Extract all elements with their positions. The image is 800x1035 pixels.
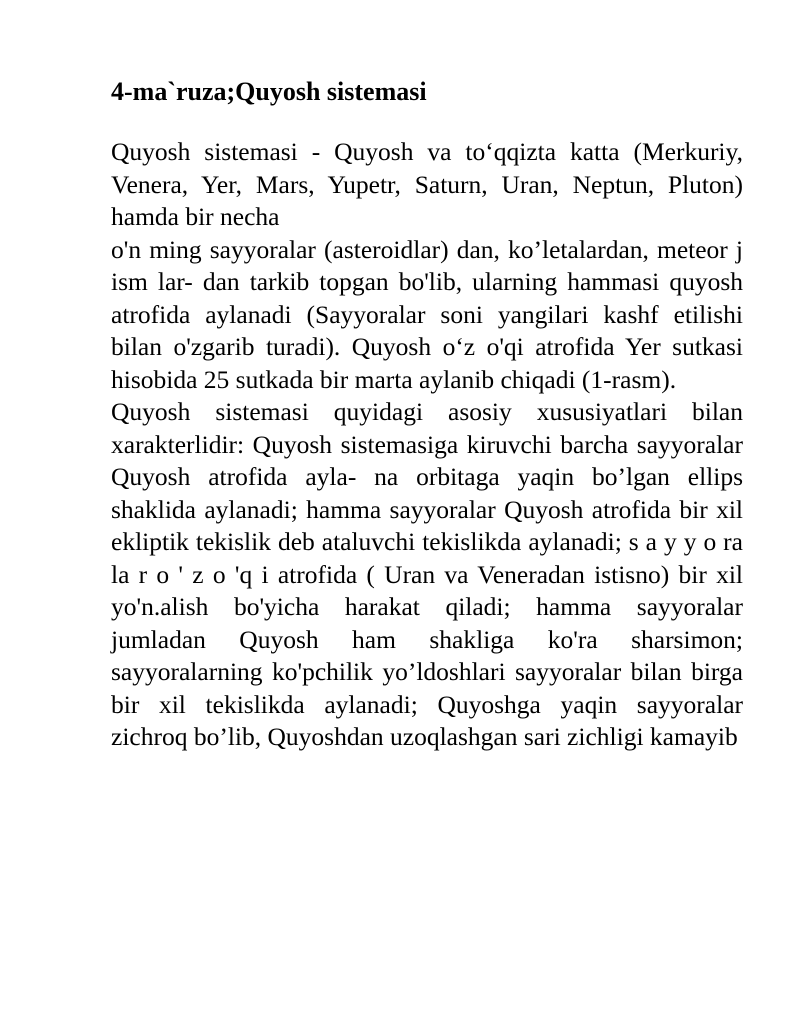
paragraph-intro: Quyosh sistemasi - Quyosh va to‘qqizta katta (Merkuriy, Venera, Yer, Mars, Yupetr, Saturn, Uran, Neptun, Pluton) hamda bir necha [111,137,743,231]
paragraph-asteroids: o'n ming sayyoralar (asteroidlar) dan, ko’letalardan, meteor j ism lar- dan tarkib topgan bo'lib, ularning hammasi quyosh atrofida aylanadi (Sayyoralar soni yangilari kashf etilishi bilan o'zgarib turadi). Quyosh o‘z o'qi atrofida Yer sutkasi hisobida 25 sutkada bir marta aylanib chiqadi (1-rasm). [111,234,743,394]
page-title: 4-ma`ruza;Quyosh sistemasi [111,77,427,106]
document-body [111,72,743,754]
paragraph-features: Quyosh sistemasi quyidagi asosiy xususiyatlari bilan xarakterlidir: Quyosh sistemasiga kiruvchi barcha sayyoralar Quyosh atrofida ayla- na orbitaga yaqin bo’lgan ellips shaklida aylanadi; hamma sayyoralar Quyosh atrofida bir xil ekliptik tekislik deb ataluvchi tekislikda aylanadi; s a y y o ra la r o ' z o 'q i atrofida ( Uran va Veneradan istisno) bir xil yo'n.alish bo'yicha harakat qiladi; hamma sayyoralar jumladan Quyosh ham shakliga ko'ra sharsimon; sayyoralarning ko'pchilik yo’ldoshlari sayyoralar bilan birga bir xil tekislikda aylanadi; Quyoshga yaqin sayyoralar zichroq bo’lib, Quyoshdan uzoqlashgan sari zichligi kamayib [111,397,743,751]
